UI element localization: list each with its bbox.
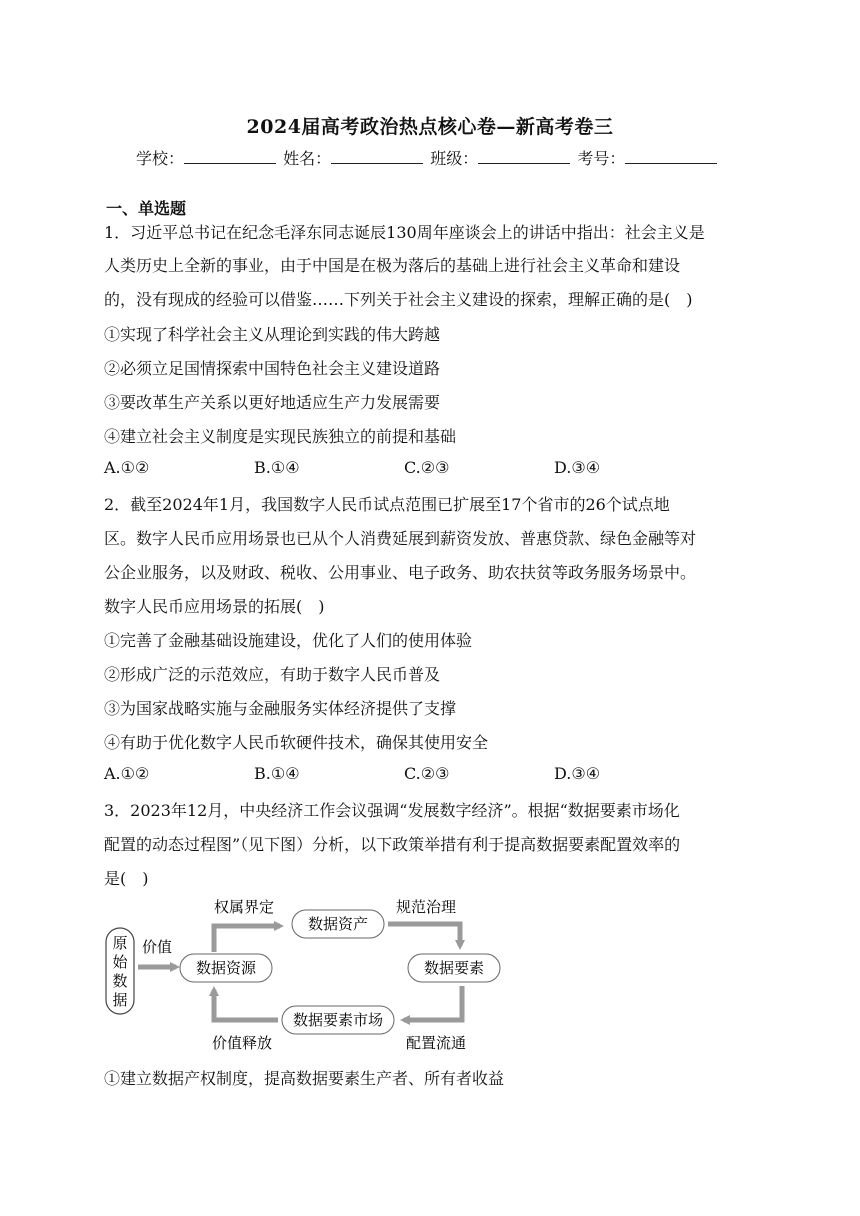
page-title: 2024届高考政治热点核心卷—新高考卷三 [246,116,614,138]
statement-item: ①实现了科学社会主义从理论到实践的伟大跨越 [104,325,441,344]
option-d[interactable]: D.③④ [554,764,601,783]
question-text-line: 2．截至2024年1月，我国数字人民币试点范围已扩展至17个省市的26个试点地 [104,495,670,514]
source-char: 据 [112,991,128,1009]
statement-item: ②必须立足国情探索中国特色社会主义建设道路 [104,359,441,378]
statement-item: ①完善了金融基础设施建设，优化了人们的使用体验 [104,631,473,650]
question-text-line: 的，没有现成的经验可以借鉴……下列关于社会主义建设的探索，理解正确的是( ) [104,290,693,309]
data-element-label: 数据要素 [423,959,485,977]
statement-item: ③要改革生产关系以更好地适应生产力发展需要 [104,393,441,412]
data-resource-label: 数据资源 [195,959,257,977]
question-text-line: 配置的动态过程图”（见下图）分析，以下政策举措有利于提高数据要素配置效率的 [104,835,681,854]
option-a[interactable]: A.①② [104,764,150,783]
option-c[interactable]: C.②③ [404,764,450,783]
statement-item: ④建立社会主义制度是实现民族独立的前提和基础 [104,427,457,446]
ownership-label: 权属界定 [214,898,275,916]
school-label: 学校： [136,149,185,168]
ownership-arrow [214,926,280,952]
option-a[interactable]: A.①② [104,458,150,477]
statement-item: ②形成广泛的示范效应，有助于数字人民币普及 [104,665,441,684]
data-asset-label: 数据资产 [307,915,369,933]
question-text-line: 区。数字人民币应用场景也已从个人消费延展到薪资发放、普惠贷款、绿色金融等对 [104,529,697,548]
statement-item: ③为国家战略实施与金融服务实体经济提供了支撑 [104,699,457,718]
option-b[interactable]: B.①④ [254,764,300,783]
exam-no-label: 考号： [577,149,626,168]
question-text-line: 是( ) [104,869,149,888]
question-text-line: 数字人民币应用场景的拓展( ) [104,597,325,616]
question-text-line: 人类历史上全新的事业，由于中国是在极为落后的基础上进行社会主义革命和建设 [104,256,681,275]
release-label: 价值释放 [212,1034,273,1052]
name-label: 姓名： [283,149,332,168]
source-char: 数 [112,972,128,990]
question-text-line: 公企业服务，以及财政、税收、公用事业、电子政务、助农扶贫等政务服务场景中。 [104,563,697,582]
data-market-label: 数据要素市场 [292,1011,384,1029]
option-c[interactable]: C.②③ [404,458,450,477]
class-label: 班级： [430,149,479,168]
option-b[interactable]: B.①④ [254,458,300,477]
statement-item: ④有助于优化数字人民币软硬件技术，确保其使用安全 [104,733,489,752]
question-text-line: 1．习近平总书记在纪念毛泽东同志诞辰130周年座谈会上的讲话中指出：社会主义是 [104,223,705,242]
section-title: 一、单选题 [106,199,187,218]
question-text-line: 3．2023年12月，中央经济工作会议强调“发展数字经济”。根据“数据要素市场化 [104,801,680,820]
option-d[interactable]: D.③④ [554,458,601,477]
allocation-arrow [404,986,462,1020]
data-allocation-diagram [100,890,510,1060]
release-arrow [214,990,278,1020]
source-char: 始 [112,953,128,971]
statement-item: ①建立数据产权制度，提高数据要素生产者、所有者收益 [104,1069,505,1088]
allocation-label: 配置流通 [406,1034,467,1052]
value-label: 价值 [142,938,173,956]
exam-no-blank[interactable] [625,149,717,164]
student-info-line [136,146,719,169]
governance-label: 规范治理 [396,898,457,916]
governance-arrow [388,924,460,946]
class-blank[interactable] [478,149,570,164]
source-char: 原 [112,934,128,952]
name-blank[interactable] [331,149,423,164]
school-blank[interactable] [184,149,276,164]
